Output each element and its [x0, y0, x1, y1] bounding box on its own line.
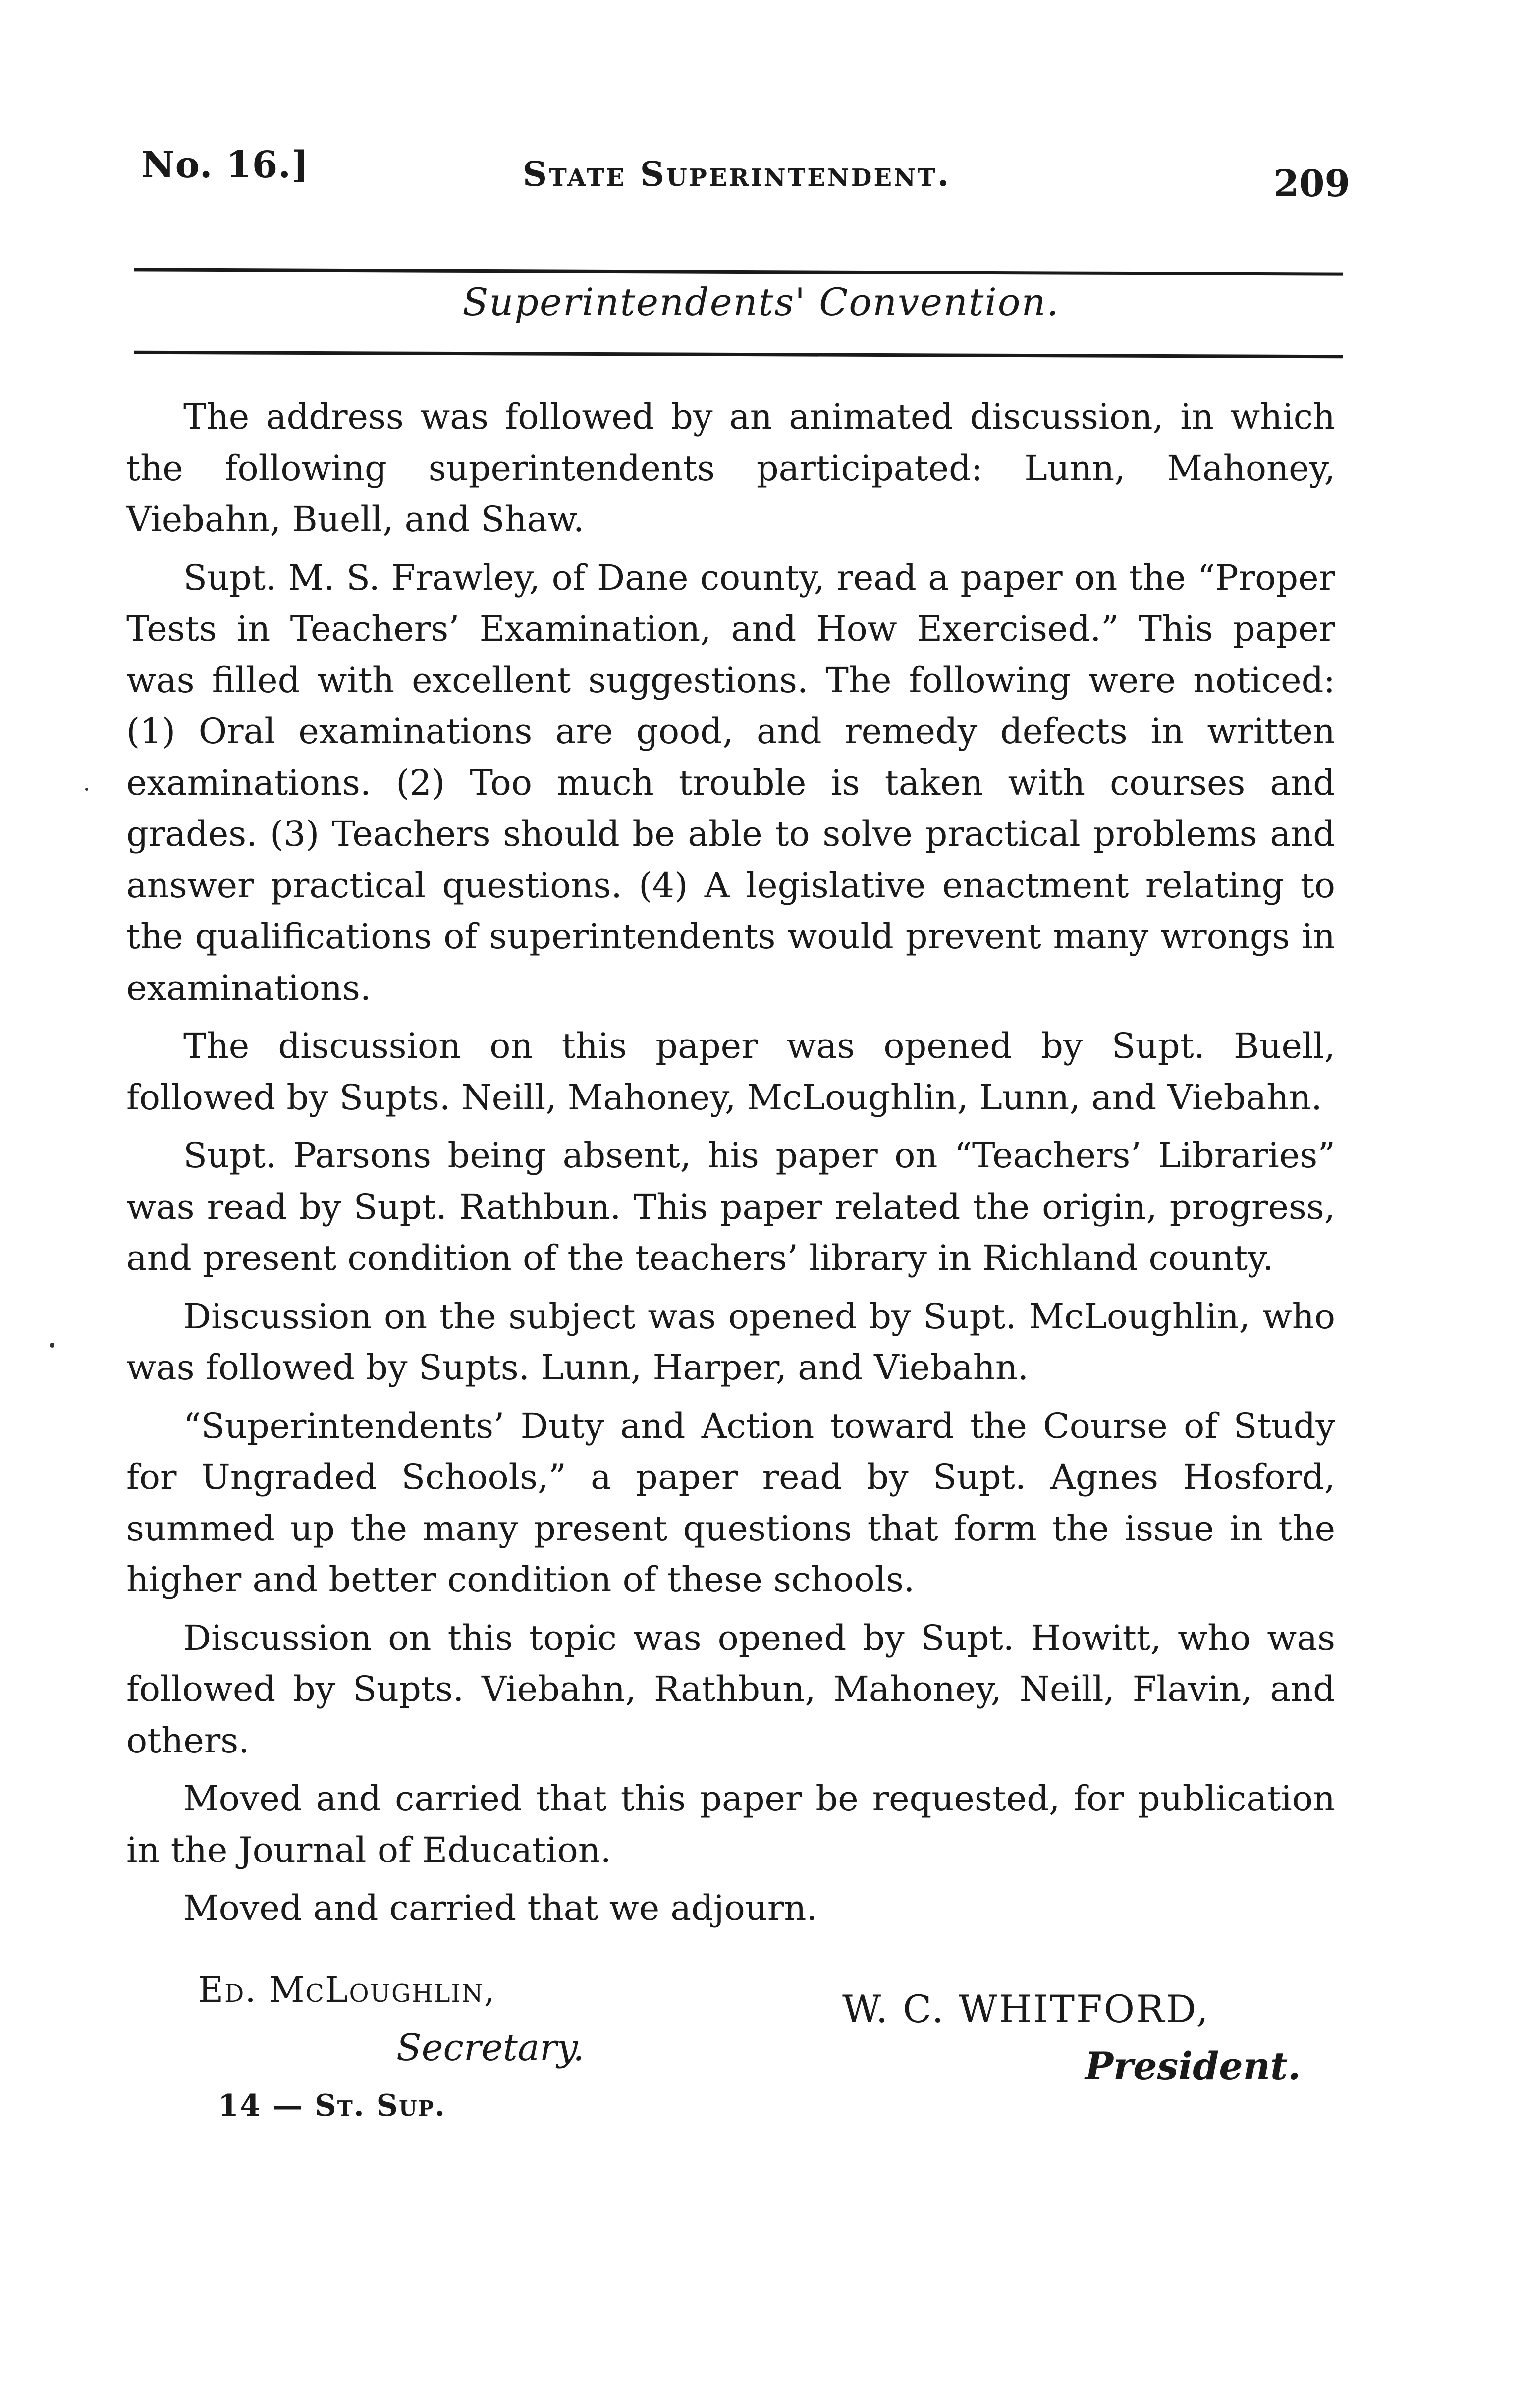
paragraph: “Superintendents’ Duty and Action toward the Course of Study for Ungraded Schools,” a paper read by Supt. Agnes Hosford, summed up the many present questions that form the issue in the higher and better condition of these schools.	[126, 1405, 1335, 1600]
paragraph: The address was followed by an animated discussion, in which the following superintendents participated: Lunn, Mahoney, Viebahn, Buell, and Shaw.	[126, 396, 1335, 540]
paragraph: Moved and carried that we adjourn.	[183, 1888, 817, 1928]
paragraph: The discussion on this paper was opened by Supt. Buell, followed by Supts. Neill, Mahoney, McLoughlin, Lunn, and Viebahn.	[126, 1026, 1335, 1118]
header-rule	[134, 268, 1343, 275]
secretary-title: Secretary.	[396, 2026, 585, 2069]
page-number: 209	[1273, 163, 1350, 205]
paper-speck	[50, 1343, 54, 1348]
paragraph: Supt. M. S. Frawley, of Dane county, read a paper on the “Proper Tests in Teachers’ Examination, and How Exercised.” This paper was filled with excellent suggestions. The following were noticed: (1) Oral examinations are good, and remedy defects in written examinations. (2) Too much trouble is taken with courses and grades. (3) Teachers should be able to solve practical problems and answer practical questions. (4) A legislative enactment relating to the qualifications of superintendents would prevent many wrongs in examinations.	[126, 557, 1335, 1008]
page-header	[141, 144, 1350, 203]
president-title: President.	[1085, 2044, 1301, 2088]
header-title: State Superintendent.	[523, 155, 951, 194]
secretary-name: Ed. McLoughlin,	[198, 1970, 496, 2010]
paragraph: Moved and carried that this paper be requested, for publication in the Journal of Education.	[126, 1778, 1335, 1870]
paragraph: Discussion on the subject was opened by Supt. McLoughlin, who was followed by Supts. Lunn, Harper, and Viebahn.	[126, 1296, 1335, 1388]
president-name: W. C. WHITFORD,	[842, 1987, 1210, 2031]
document-number: No. 16.]	[141, 144, 309, 186]
paragraph: Discussion on this topic was opened by Supt. Howitt, who was followed by Supts. Viebahn, Rathbun, Mahoney, Neill, Flavin, and others.	[126, 1617, 1335, 1761]
paper-speck	[85, 788, 88, 791]
paragraph: Supt. Parsons being absent, his paper on “Teachers’ Libraries” was read by Supt. Rathbun. This paper related the origin, progress, and present condition of the teachers’ library in Richland county.	[126, 1135, 1335, 1278]
body-text	[126, 391, 1335, 1941]
running-title: Superintendents' Convention.	[462, 280, 1060, 324]
title-rule	[134, 351, 1343, 359]
signature-mark: 14 — St. Sup.	[218, 2088, 446, 2123]
